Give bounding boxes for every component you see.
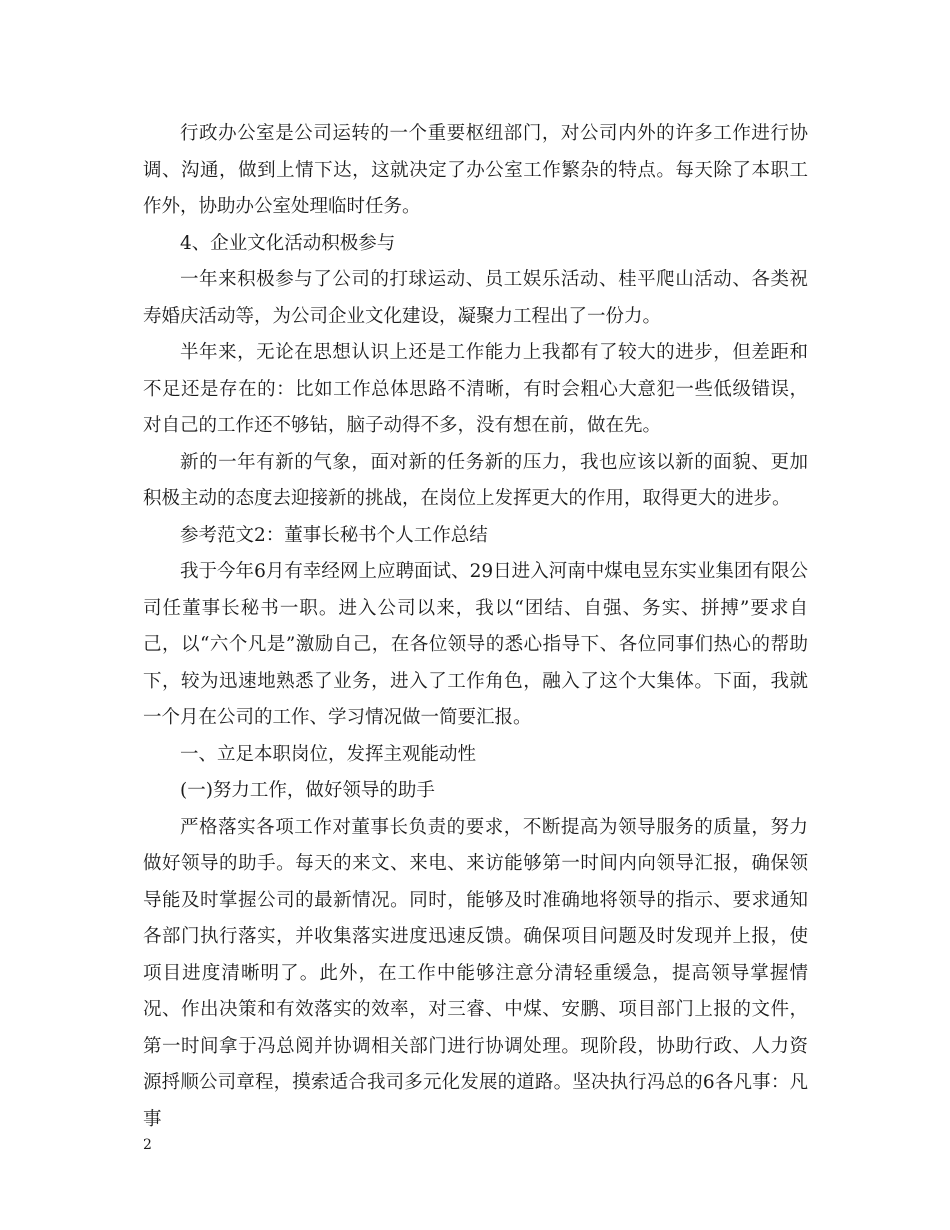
heading-culture-activities: 4、企业文化活动积极参与 [180, 232, 396, 254]
paragraph-half-year-review: 半年来，无论在思想认识上还是工作能力上我都有了较大的进步，但差距和不足还是存在的：比如工作总体思路不清晰，有时会粗心大意犯一些低级错误，对自己的工作还不够钻，脑子动得不多，没有想在前，做在先。 [143, 342, 808, 436]
paragraph-assistant-duties: 严格落实各项工作对董事长负责的要求，不断提高为领导服务的质量，努力做好领导的助手。每天的来文、来电、来访能够第一时间内向领导汇报，确保领导能及时掌握公司的最新情况。同时，能够及时准确地将领导的指示、要求通知各部门执行落实，并收集落实进度迅速反馈。确保项目问题及时发现并上报，使项目进度清晰明了。此外，在工作中能够注意分清轻重缓急，提高领导掌握情况、作出决策和有效落实的效率，对三睿、中煤、安鹏、项目部门上报的文件，第一时间拿于冯总阅并协调相关部门进行协调处理。现阶段，协助行政、人力资源捋顺公司章程，摸索适合我司多元化发展的道路。坚决执行冯总的6各凡事：凡事 [143, 816, 808, 1130]
document-body [143, 116, 808, 1138]
page-number: 2 [143, 1137, 152, 1153]
heading-section-one: 一、立足本职岗位，发挥主观能动性 [180, 743, 477, 765]
paragraph-secretary-intro: 我于今年6月有幸经网上应聘面试、29日进入河南中煤电昱东实业集团有限公司任董事长秘书一职。进入公司以来，我以“团结、自强、务实、拼搏”要求自己，以“六个凡是”激励自己，在各位领导的悉心指导下、各位同事们热心的帮助下，较为迅速地熟悉了业务，进入了工作角色，融入了这个大集体。下面，我就一个月在公司的工作、学习情况做一简要汇报。 [143, 561, 808, 728]
paragraph-office-role: 行政办公室是公司运转的一个重要枢纽部门，对公司内外的许多工作进行协调、沟通，做到上情下达，这就决定了办公室工作繁杂的特点。每天除了本职工作外，协助办公室处理临时任务。 [143, 123, 808, 217]
heading-reference-sample-2: 参考范文2：董事长秘书个人工作总结 [180, 524, 488, 546]
paragraph-new-year-outlook: 新的一年有新的气象，面对新的任务新的压力，我也应该以新的面貌、更加积极主动的态度去迎接新的挑战，在岗位上发挥更大的作用，取得更大的进步。 [143, 451, 808, 509]
paragraph-culture-participation: 一年来积极参与了公司的打球运动、员工娱乐活动、桂平爬山活动、各类祝寿婚庆活动等，为公司企业文化建设，凝聚力工程出了一份力。 [143, 269, 808, 327]
heading-subsection-one: (一)努力工作，做好领导的助手 [180, 780, 435, 801]
